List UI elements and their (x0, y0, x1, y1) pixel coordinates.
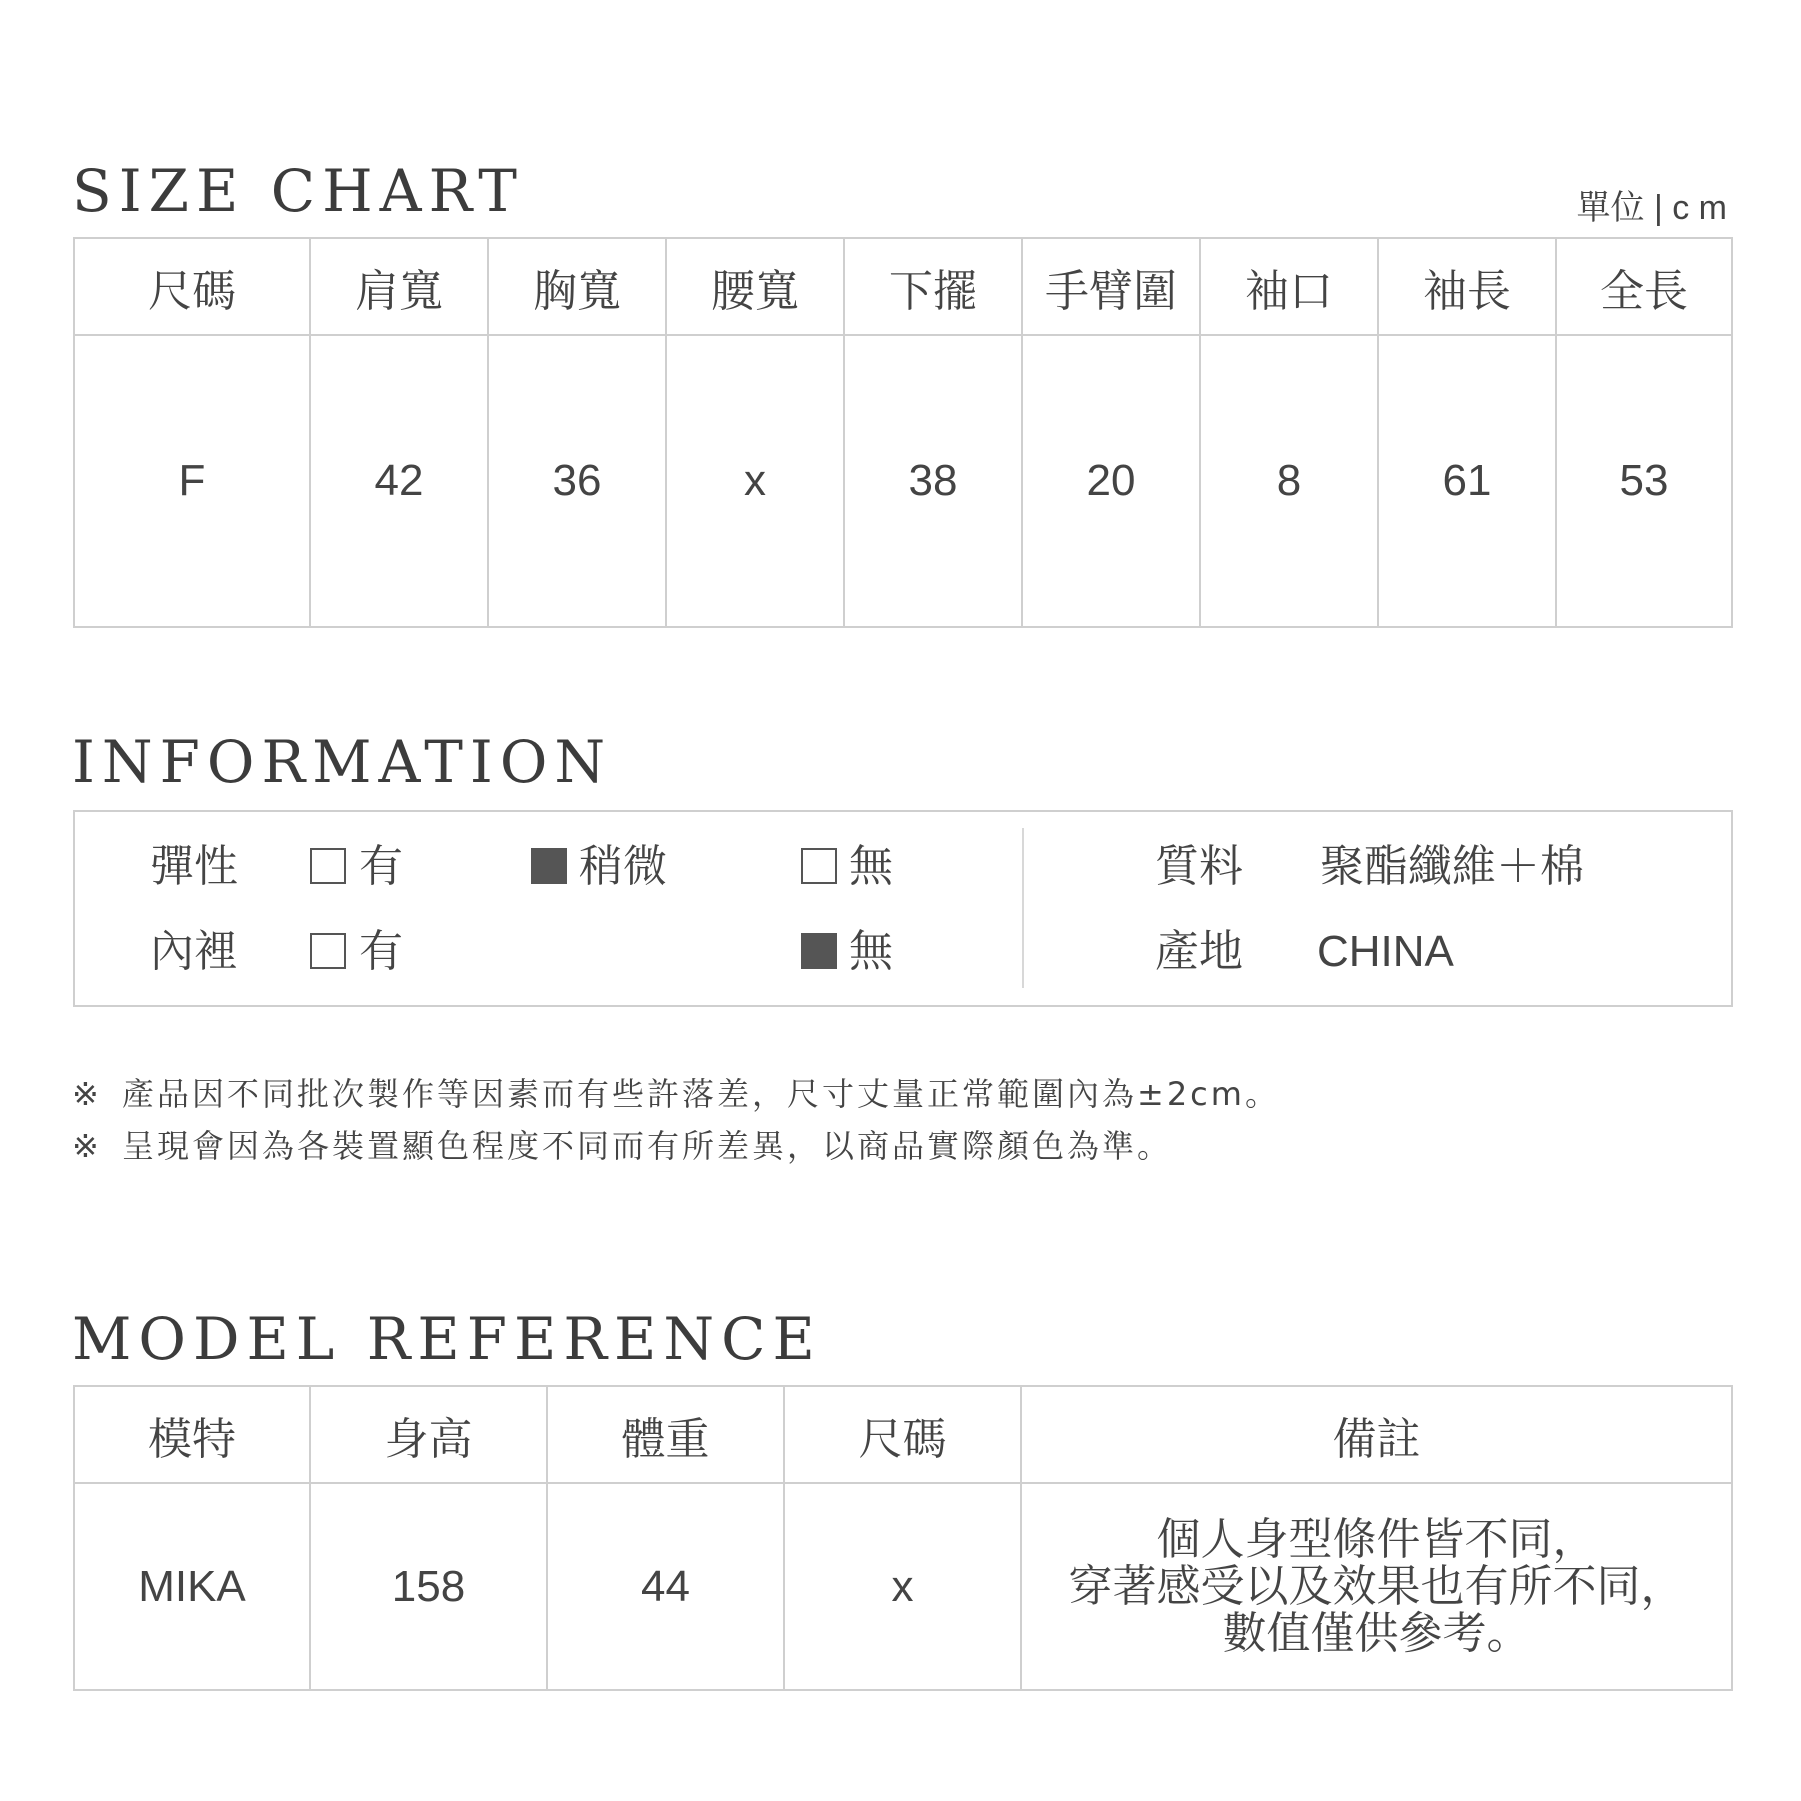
information-box (73, 810, 1733, 1007)
header-hem: 下擺 (844, 238, 1022, 335)
origin-value: CHINA (1317, 927, 1454, 976)
header-model: 模特 (74, 1386, 310, 1483)
header-waist: 腰寬 (666, 238, 844, 335)
lining-label: 內裡 (150, 926, 238, 977)
material-label: 質料 (1155, 841, 1243, 892)
elasticity-label: 彈性 (150, 841, 238, 892)
cell-length: 53 (1556, 335, 1732, 627)
cell-chest: 36 (488, 335, 666, 627)
lining-option-none: 無 (849, 926, 893, 977)
checkbox-elasticity-slight (531, 848, 567, 884)
header-size: 尺碼 (74, 238, 310, 335)
note-mark: ※ (72, 1075, 102, 1113)
size-chart-header-row (74, 238, 1732, 335)
cell-model-size: x (784, 1483, 1021, 1690)
disclaimer-notes (72, 1068, 1280, 1172)
remark-line: 個人身型條件皆不同， (1156, 1515, 1597, 1564)
information-title: INFORMATION (72, 728, 613, 796)
note-line (72, 1120, 1280, 1172)
header-arm: 手臂圍 (1022, 238, 1200, 335)
checkbox-lining-yes (310, 933, 346, 969)
origin-label: 產地 (1155, 926, 1243, 977)
elasticity-option-yes: 有 (359, 841, 403, 892)
lining-option-yes: 有 (359, 926, 403, 977)
header-shoulder: 肩寬 (310, 238, 488, 335)
cell-size: F (74, 335, 310, 627)
header-length: 全長 (1556, 238, 1732, 335)
cell-model-weight: 44 (547, 1483, 784, 1690)
elasticity-option-none: 無 (849, 841, 893, 892)
checkbox-elasticity-yes (310, 848, 346, 884)
checkbox-elasticity-none (801, 848, 837, 884)
size-chart-table (73, 237, 1733, 628)
cell-model-name: MIKA (74, 1483, 310, 1690)
cell-shoulder: 42 (310, 335, 488, 627)
header-weight: 體重 (547, 1386, 784, 1483)
note-text: 產品因不同批次製作等因素而有些許落差，尺寸丈量正常範圍內為±2cm。 (122, 1075, 1280, 1113)
cell-remark (1021, 1483, 1732, 1690)
checkbox-lining-none (801, 933, 837, 969)
header-chest: 胸寬 (488, 238, 666, 335)
model-reference-title: MODEL REFERENCE (72, 1305, 822, 1373)
size-chart-title: SIZE CHART (72, 157, 524, 225)
information-divider (1022, 828, 1024, 988)
remark-line: 數值僅供參考。 (1222, 1609, 1531, 1658)
table-row (74, 335, 1732, 627)
model-reference-table (73, 1385, 1733, 1691)
cell-model-height: 158 (310, 1483, 547, 1690)
unit-label: 單位 | c m (1576, 189, 1727, 227)
header-sleeve: 袖長 (1378, 238, 1556, 335)
table-row (74, 1483, 1732, 1690)
cell-arm: 20 (1022, 335, 1200, 627)
note-line (72, 1068, 1280, 1120)
cell-cuff: 8 (1200, 335, 1378, 627)
header-height: 身高 (310, 1386, 547, 1483)
note-mark: ※ (72, 1127, 102, 1165)
cell-sleeve: 61 (1378, 335, 1556, 627)
model-header-row (74, 1386, 1732, 1483)
header-model-size: 尺碼 (784, 1386, 1021, 1483)
remark-line: 穿著感受以及效果也有所不同， (1068, 1562, 1685, 1611)
cell-hem: 38 (844, 335, 1022, 627)
material-value: 聚酯纖維＋棉 (1320, 841, 1584, 892)
elasticity-option-slight: 稍微 (579, 841, 667, 892)
header-cuff: 袖口 (1200, 238, 1378, 335)
note-text: 呈現會因為各裝置顯色程度不同而有所差異，以商品實際顏色為準。 (122, 1127, 1173, 1165)
header-remark: 備註 (1021, 1386, 1732, 1483)
cell-waist: x (666, 335, 844, 627)
